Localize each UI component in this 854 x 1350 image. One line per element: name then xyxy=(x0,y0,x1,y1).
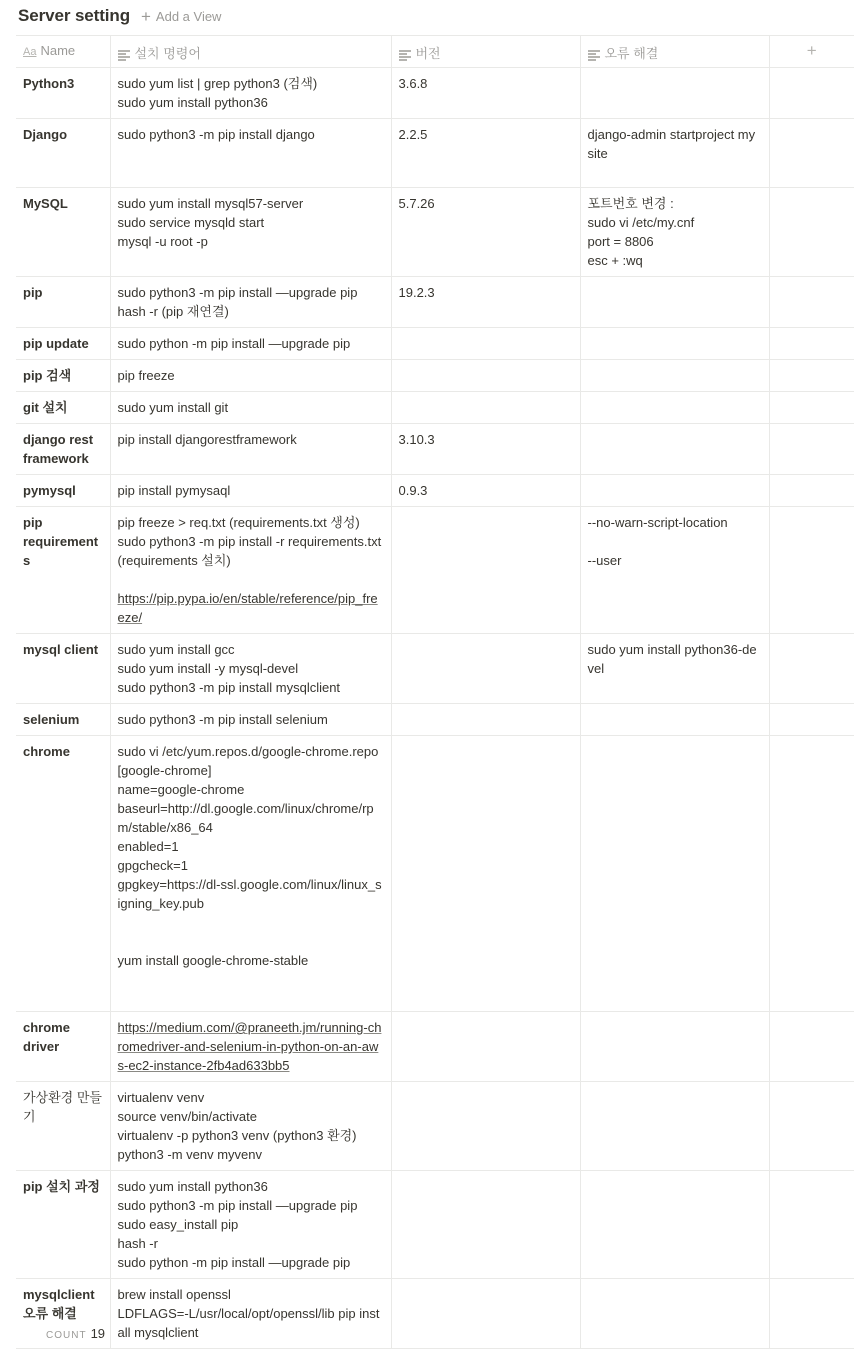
cell-version[interactable] xyxy=(391,634,580,704)
column-header-version[interactable] xyxy=(391,36,580,68)
cell-version[interactable]: 2.2.5 xyxy=(391,119,580,188)
cell-empty[interactable] xyxy=(769,704,854,736)
cell-install-command[interactable] xyxy=(110,1082,391,1171)
plus-icon: + xyxy=(140,6,151,26)
column-label: Name xyxy=(40,43,76,58)
cell-name[interactable]: mysqlclient 오류 해결 xyxy=(16,1279,110,1349)
cell-text: sudo yum list | grep python3 (검색) sudo yum install python36 xyxy=(117,76,318,110)
cell-text: pip freeze > req.txt (requirements.txt 생성) sudo python3 -m pip install -r requirements.txt (requirements 설치) xyxy=(117,515,382,568)
cell-version[interactable]: 3.6.8 xyxy=(391,68,580,119)
title-property-icon: Aa xyxy=(23,46,37,58)
cell-install-command[interactable] xyxy=(110,424,391,475)
database-table xyxy=(16,35,854,1349)
table-row[interactable] xyxy=(16,392,854,424)
table-row[interactable] xyxy=(16,188,854,277)
cell-name[interactable]: MySQL xyxy=(16,188,110,277)
cell-empty[interactable] xyxy=(769,424,854,475)
cell-error-fix[interactable] xyxy=(580,360,769,392)
cell-install-command[interactable] xyxy=(110,328,391,360)
cell-empty[interactable] xyxy=(769,188,854,277)
row-count xyxy=(46,1326,105,1341)
cell-name[interactable]: django rest framework xyxy=(16,424,110,475)
cell-install-command[interactable] xyxy=(110,704,391,736)
cell-error-fix[interactable]: --no-warn-script-location --user xyxy=(580,507,769,634)
cell-text: sudo yum install python36 sudo python3 -m pip install —upgrade pip sudo easy_install pip hash -r sudo python -m pip install —upgrade pip xyxy=(117,1179,358,1270)
table-row[interactable] xyxy=(16,424,854,475)
add-view-label: Add a View xyxy=(155,8,222,24)
plus-icon: + xyxy=(806,41,817,60)
table-row[interactable] xyxy=(16,68,854,119)
cell-text: sudo yum install mysql57-server sudo service mysqld start mysql -u root -p xyxy=(117,196,304,249)
cell-empty[interactable] xyxy=(769,507,854,634)
table-row[interactable] xyxy=(16,704,854,736)
cell-name[interactable]: pip 설치 과정 xyxy=(16,1171,110,1279)
cell-name[interactable]: 가상환경 만들기 xyxy=(16,1082,110,1171)
cell-empty[interactable] xyxy=(769,68,854,119)
column-label: 버전 xyxy=(415,46,441,61)
cell-version[interactable] xyxy=(391,328,580,360)
cell-error-fix[interactable] xyxy=(580,392,769,424)
table-row[interactable] xyxy=(16,475,854,507)
cell-empty[interactable] xyxy=(769,1279,854,1349)
cell-name[interactable]: mysql client xyxy=(16,634,110,704)
cell-name[interactable]: pip 검색 xyxy=(16,360,110,392)
cell-text: sudo python -m pip install —upgrade pip xyxy=(117,336,351,351)
cell-version[interactable]: 3.10.3 xyxy=(391,424,580,475)
cell-install-command[interactable] xyxy=(110,360,391,392)
table-row[interactable] xyxy=(16,1082,854,1171)
cell-empty[interactable] xyxy=(769,328,854,360)
cell-text: pip install djangorestframework xyxy=(117,432,297,447)
cell-version[interactable] xyxy=(391,392,580,424)
table-row[interactable] xyxy=(16,1279,854,1349)
cell-text: brew install openssl LDFLAGS=-L/usr/local/opt/openssl/lib pip install mysqlclient xyxy=(117,1287,380,1340)
cell-error-fix[interactable]: 포트번호 변경 : sudo vi /etc/my.cnf port = 8806 esc + :wq xyxy=(580,188,769,277)
cell-error-fix[interactable]: django-admin startproject mysite xyxy=(580,119,769,188)
table-row[interactable] xyxy=(16,328,854,360)
cell-install-command[interactable] xyxy=(110,119,391,188)
table-row[interactable] xyxy=(16,507,854,634)
cell-empty[interactable] xyxy=(769,1012,854,1082)
text-property-icon xyxy=(588,49,600,60)
cell-install-command[interactable] xyxy=(110,1171,391,1279)
database-header xyxy=(18,4,221,28)
table-header-row xyxy=(16,36,854,68)
column-header-error-fix[interactable] xyxy=(580,36,769,68)
cell-error-fix[interactable] xyxy=(580,1171,769,1279)
table-row[interactable] xyxy=(16,1171,854,1279)
column-header-install-command[interactable] xyxy=(110,36,391,68)
cell-text: sudo yum install git xyxy=(117,400,229,415)
cell-empty[interactable] xyxy=(769,1082,854,1171)
cell-error-fix[interactable] xyxy=(580,328,769,360)
cell-version[interactable]: 0.9.3 xyxy=(391,475,580,507)
table-row[interactable] xyxy=(16,277,854,328)
cell-link[interactable]: https://medium.com/@praneeth.jm/running-chromedriver-and-selenium-in-python-on-an-aws-ec2-instance-2fb4ad633bb5 xyxy=(117,1020,382,1073)
table-row[interactable] xyxy=(16,1012,854,1082)
add-property-button[interactable] xyxy=(769,36,854,68)
cell-error-fix[interactable] xyxy=(580,68,769,119)
text-property-icon xyxy=(399,49,411,60)
cell-empty[interactable] xyxy=(769,634,854,704)
table-row[interactable] xyxy=(16,360,854,392)
cell-install-command[interactable] xyxy=(110,1279,391,1349)
cell-version[interactable]: 19.2.3 xyxy=(391,277,580,328)
table-row[interactable] xyxy=(16,119,854,188)
column-header-name[interactable] xyxy=(16,36,110,68)
cell-empty[interactable] xyxy=(769,392,854,424)
table-row[interactable] xyxy=(16,736,854,1012)
cell-error-fix[interactable]: sudo yum install python36-devel xyxy=(580,634,769,704)
cell-error-fix[interactable] xyxy=(580,1082,769,1171)
cell-text: pip freeze xyxy=(117,368,175,383)
cell-version[interactable] xyxy=(391,360,580,392)
cell-install-command[interactable] xyxy=(110,475,391,507)
cell-version[interactable] xyxy=(391,1012,580,1082)
add-view-button[interactable] xyxy=(141,8,221,25)
cell-name[interactable]: pip requirements xyxy=(16,507,110,634)
cell-version[interactable] xyxy=(391,1171,580,1279)
count-value: 19 xyxy=(90,1326,106,1341)
cell-error-fix[interactable] xyxy=(580,424,769,475)
cell-install-command[interactable] xyxy=(110,634,391,704)
cell-version[interactable] xyxy=(391,704,580,736)
cell-empty[interactable] xyxy=(769,475,854,507)
cell-error-fix[interactable] xyxy=(580,277,769,328)
cell-version[interactable] xyxy=(391,507,580,634)
column-label: 설치 명령어 xyxy=(134,46,201,61)
cell-text: pip install pymysaql xyxy=(117,483,231,498)
cell-install-command[interactable] xyxy=(110,507,391,634)
cell-empty[interactable] xyxy=(769,736,854,1012)
cell-version[interactable] xyxy=(391,1279,580,1349)
cell-error-fix[interactable] xyxy=(580,475,769,507)
cell-error-fix[interactable] xyxy=(580,704,769,736)
count-label: COUNT xyxy=(46,1330,87,1341)
cell-install-command[interactable] xyxy=(110,392,391,424)
text-property-icon xyxy=(118,49,130,60)
cell-name[interactable]: chrome xyxy=(16,736,110,1012)
cell-name[interactable]: git 설치 xyxy=(16,392,110,424)
cell-error-fix[interactable] xyxy=(580,736,769,1012)
cell-empty[interactable] xyxy=(769,119,854,188)
cell-version[interactable]: 5.7.26 xyxy=(391,188,580,277)
cell-text: sudo python3 -m pip install django xyxy=(117,127,315,142)
cell-install-command[interactable] xyxy=(110,1012,391,1082)
cell-name[interactable]: selenium xyxy=(16,704,110,736)
cell-name[interactable]: Python3 xyxy=(16,68,110,119)
cell-name[interactable]: Django xyxy=(16,119,110,188)
cell-name[interactable]: chrome driver xyxy=(16,1012,110,1082)
column-label: 오류 해결 xyxy=(604,46,659,61)
cell-empty[interactable] xyxy=(769,360,854,392)
database-title[interactable]: Server setting xyxy=(18,6,130,25)
cell-version[interactable] xyxy=(391,1082,580,1171)
cell-error-fix[interactable] xyxy=(580,1279,769,1349)
cell-text: sudo python3 -m pip install —upgrade pip hash -r (pip 재연결) xyxy=(117,285,358,319)
cell-text: sudo yum install gcc sudo yum install -y mysql-devel sudo python3 -m pip install mysqlclient xyxy=(117,642,341,695)
cell-text: sudo vi /etc/yum.repos.d/google-chrome.repo [google-chrome] name=google-chrome baseurl=http://dl.google.com/linux/chrome/rpm/stable/x86_64 enabled=1 gpgcheck=1 gpgkey=https://dl-ssl.google.com/linux/linux_signing_key.pub yum install google-chrome-stable xyxy=(117,744,382,968)
cell-name[interactable]: pip xyxy=(16,277,110,328)
cell-text: virtualenv venv source venv/bin/activate virtualenv -p python3 venv (python3 환경) python3 -m venv myvenv xyxy=(117,1090,357,1162)
cell-install-command[interactable] xyxy=(110,277,391,328)
cell-link[interactable]: https://pip.pypa.io/en/stable/reference/pip_freeze/ xyxy=(117,591,378,625)
cell-name[interactable]: pip update xyxy=(16,328,110,360)
cell-install-command[interactable] xyxy=(110,736,391,1012)
cell-install-command[interactable] xyxy=(110,68,391,119)
table-row[interactable] xyxy=(16,634,854,704)
cell-empty[interactable] xyxy=(769,277,854,328)
cell-version[interactable] xyxy=(391,736,580,1012)
cell-text: sudo python3 -m pip install selenium xyxy=(117,712,328,727)
cell-empty[interactable] xyxy=(769,1171,854,1279)
cell-install-command[interactable] xyxy=(110,188,391,277)
cell-name[interactable]: pymysql xyxy=(16,475,110,507)
cell-error-fix[interactable] xyxy=(580,1012,769,1082)
